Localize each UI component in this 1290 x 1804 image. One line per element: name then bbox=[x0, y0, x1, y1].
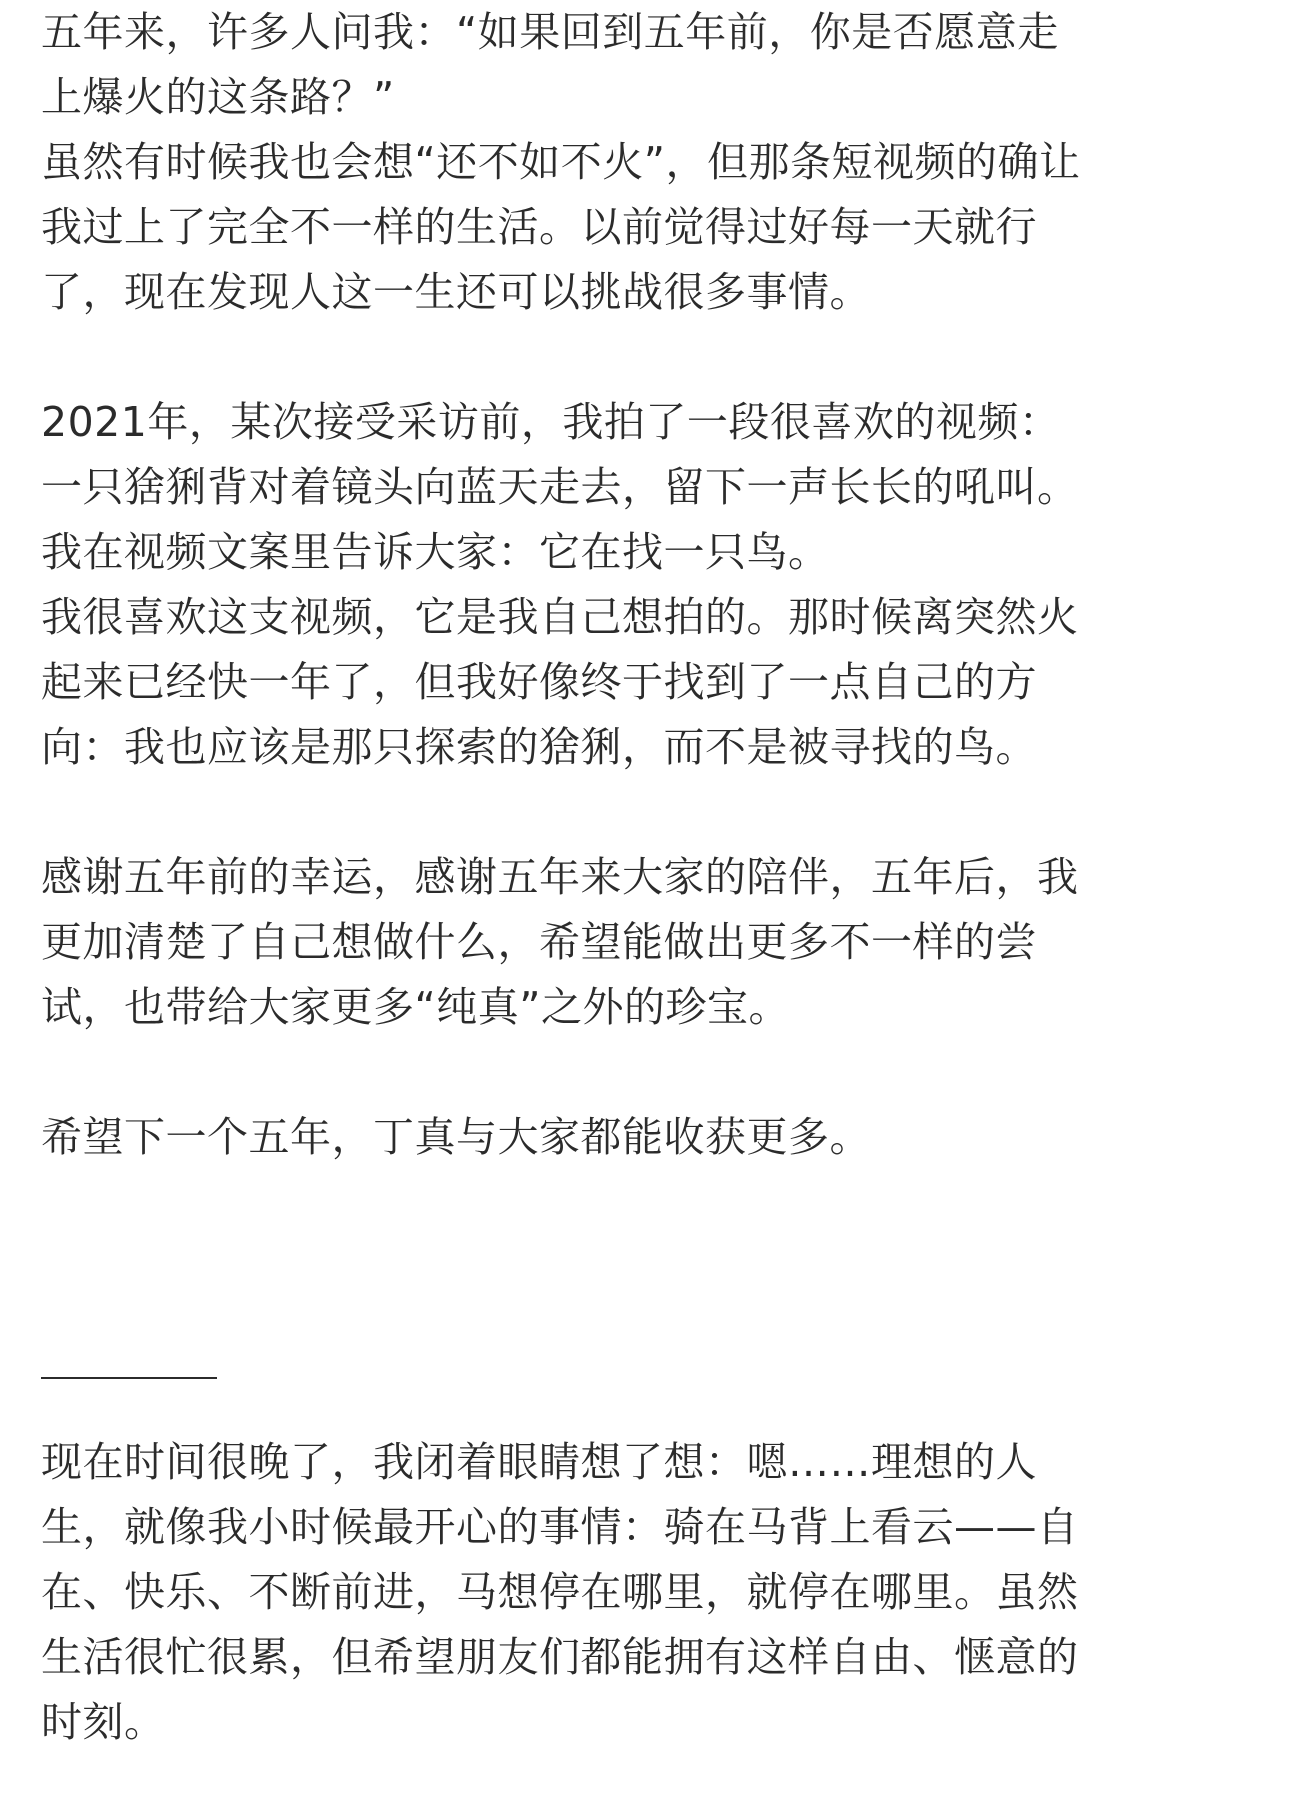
text-line: 我很喜欢这支视频，它是我自己想拍的。那时候离突然火 bbox=[41, 593, 1079, 641]
text-line: 了，现在发现人这一生还可以挑战很多事情。 bbox=[41, 268, 871, 316]
section-divider bbox=[41, 1377, 217, 1379]
text-line: 起来已经快一年了，但我好像终于找到了一点自己的方 bbox=[41, 658, 1037, 706]
text-line: 现在时间很晚了，我闭着眼睛想了想：嗯……理想的人 bbox=[41, 1438, 1037, 1486]
text-line: 希望下一个五年，丁真与大家都能收获更多。 bbox=[41, 1113, 871, 1161]
paragraph-4 bbox=[41, 1105, 1261, 1170]
paragraph-5 bbox=[41, 1430, 1261, 1755]
text-line: 我在视频文案里告诉大家：它在找一只鸟。 bbox=[41, 528, 830, 576]
text-line: 向：我也应该是那只探索的猞猁，而不是被寻找的鸟。 bbox=[41, 723, 1037, 771]
paragraph-3 bbox=[41, 845, 1261, 1040]
text-line: 五年来，许多人问我：“如果回到五年前，你是否愿意走 bbox=[41, 8, 1059, 56]
text-line: 一只猞猁背对着镜头向蓝天走去，留下一声长长的吼叫。 bbox=[41, 463, 1079, 511]
text-line: 上爆火的这条路？” bbox=[41, 73, 395, 121]
text-line: 在、快乐、不断前进，马想停在哪里，就停在哪里。虽然 bbox=[41, 1568, 1079, 1616]
article-body bbox=[41, 0, 1261, 1755]
text-line: 2021年，某次接受采访前，我拍了一段很喜欢的视频： bbox=[41, 398, 1061, 446]
text-line: 时刻。 bbox=[41, 1698, 166, 1746]
paragraph-2 bbox=[41, 390, 1261, 780]
text-line: 生活很忙很累，但希望朋友们都能拥有这样自由、惬意的 bbox=[41, 1633, 1079, 1681]
text-line: 生，就像我小时候最开心的事情：骑在马背上看云——自 bbox=[41, 1503, 1079, 1551]
paragraph-1 bbox=[41, 0, 1261, 325]
text-line: 虽然有时候我也会想“还不如不火”，但那条短视频的确让 bbox=[41, 138, 1081, 186]
text-line: 感谢五年前的幸运，感谢五年来大家的陪伴，五年后，我 bbox=[41, 853, 1079, 901]
text-line: 更加清楚了自己想做什么，希望能做出更多不一样的尝 bbox=[41, 918, 1037, 966]
text-line: 我过上了完全不一样的生活。以前觉得过好每一天就行 bbox=[41, 203, 1037, 251]
text-line: 试，也带给大家更多“纯真”之外的珍宝。 bbox=[41, 983, 790, 1031]
